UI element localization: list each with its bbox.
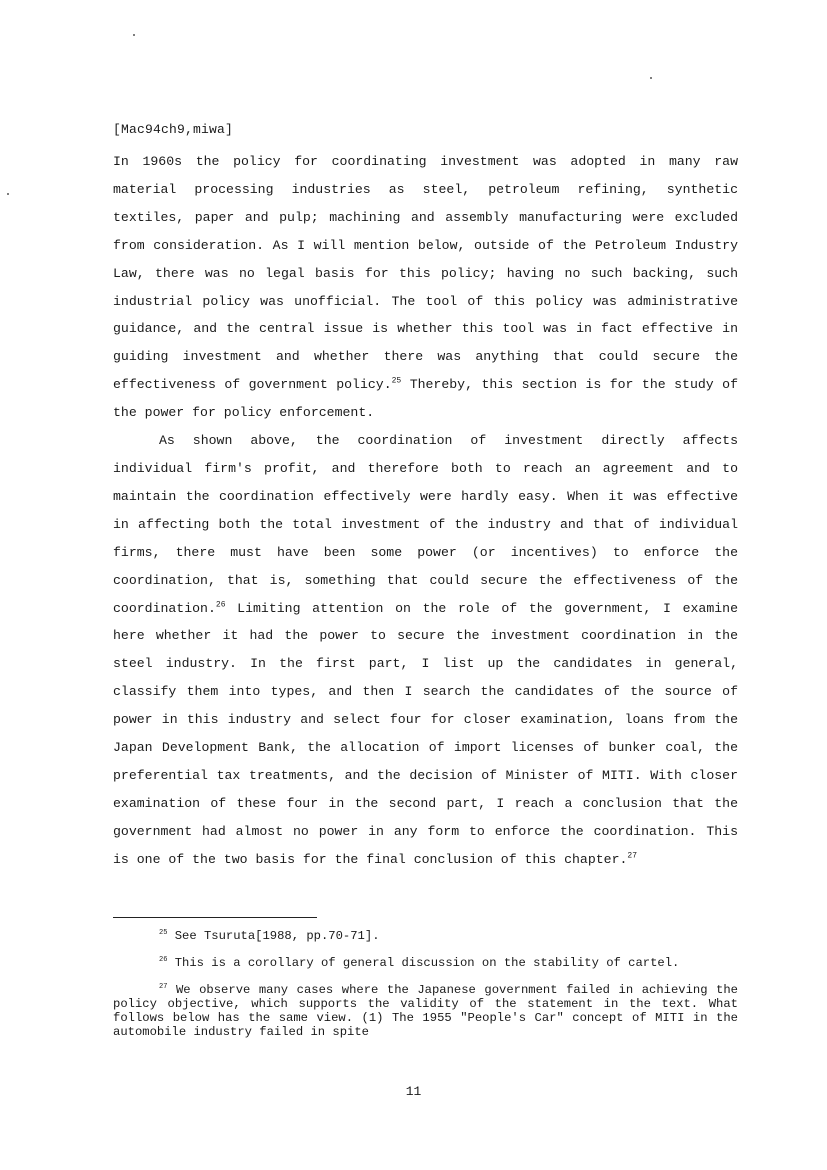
footnote-marker: 26 xyxy=(159,955,168,964)
paragraph-text: As shown above, the coordination of investment directly affects individual firm's profit, and therefore both to reach an agreement and to maintain the coordination effectively were hardly easy. When it was effective in affecting both the total investment of the industry and that of individual firms, there must have been some power (or incentives) to enforce the coordination, that is, something that could secure the effectiveness of the coordination. xyxy=(113,433,738,616)
paragraph xyxy=(113,427,738,874)
footnote-marker: 25 xyxy=(159,928,168,937)
footnote xyxy=(113,983,738,1039)
paragraph-text: In 1960s the policy for coordinating investment was adopted in many raw material processing industries as steel, petroleum refining, synthetic textiles, paper and pulp; machining and assembly manufacturing were excluded from consideration. As I will mention below, outside of the Petroleum Industry Law, there was no legal basis for this policy; having no such backing, such industrial policy was unofficial. The tool of this policy was administrative guidance, and the central issue is whether this tool was in fact effective in guiding investment and whether there was anything that could secure the effectiveness of government policy. xyxy=(113,154,738,393)
paragraph xyxy=(113,148,738,427)
footnote-ref: 25 xyxy=(391,376,402,386)
footnote-separator xyxy=(113,917,317,918)
scan-speck xyxy=(7,193,9,195)
footnote xyxy=(113,929,738,943)
footnote-text: See Tsuruta[1988, pp.70-71]. xyxy=(167,929,380,943)
footnote-text: This is a corollary of general discussion on the stability of cartel. xyxy=(167,956,680,970)
footnote-ref: 26 xyxy=(215,600,226,610)
paragraph-text: Limiting attention on the role of the government, I examine here whether it had the power to secure the investment coordination in the steel industry. In the first part, I list up the candidates in general, classify them into types, and then I search the candidates of the source of power in this industry and select four for closer examination, loans from the Japan Development Bank, the allocation of import licenses of bunker coal, the preferential tax treatments, and the decision of Minister of MITI. With closer examination of these four in the second part, I reach a conclusion that the government had almost no power in any form to enforce the coordination. This is one of the two basis for the final conclusion of this chapter. xyxy=(113,600,738,867)
scan-speck xyxy=(133,34,135,36)
body-text xyxy=(113,148,738,874)
footnote xyxy=(113,956,738,970)
footnote-marker: 27 xyxy=(159,982,168,991)
scan-speck xyxy=(650,77,652,79)
page-number: 11 xyxy=(405,1084,422,1099)
footnote-text: We observe many cases where the Japanese government failed in achieving the policy objective, which supports the validity of the statement in the text. What follows below has the same view. (1) The 1955 "People's Car" concept of MITI in the automobile industry failed in spite xyxy=(113,983,738,1039)
footnotes xyxy=(113,929,738,1052)
footnote-ref: 27 xyxy=(627,851,638,861)
paragraph-text: Thereby, this section is for the study of the power for policy enforcement. xyxy=(113,377,738,421)
document-code: [Mac94ch9,miwa] xyxy=(113,122,234,137)
